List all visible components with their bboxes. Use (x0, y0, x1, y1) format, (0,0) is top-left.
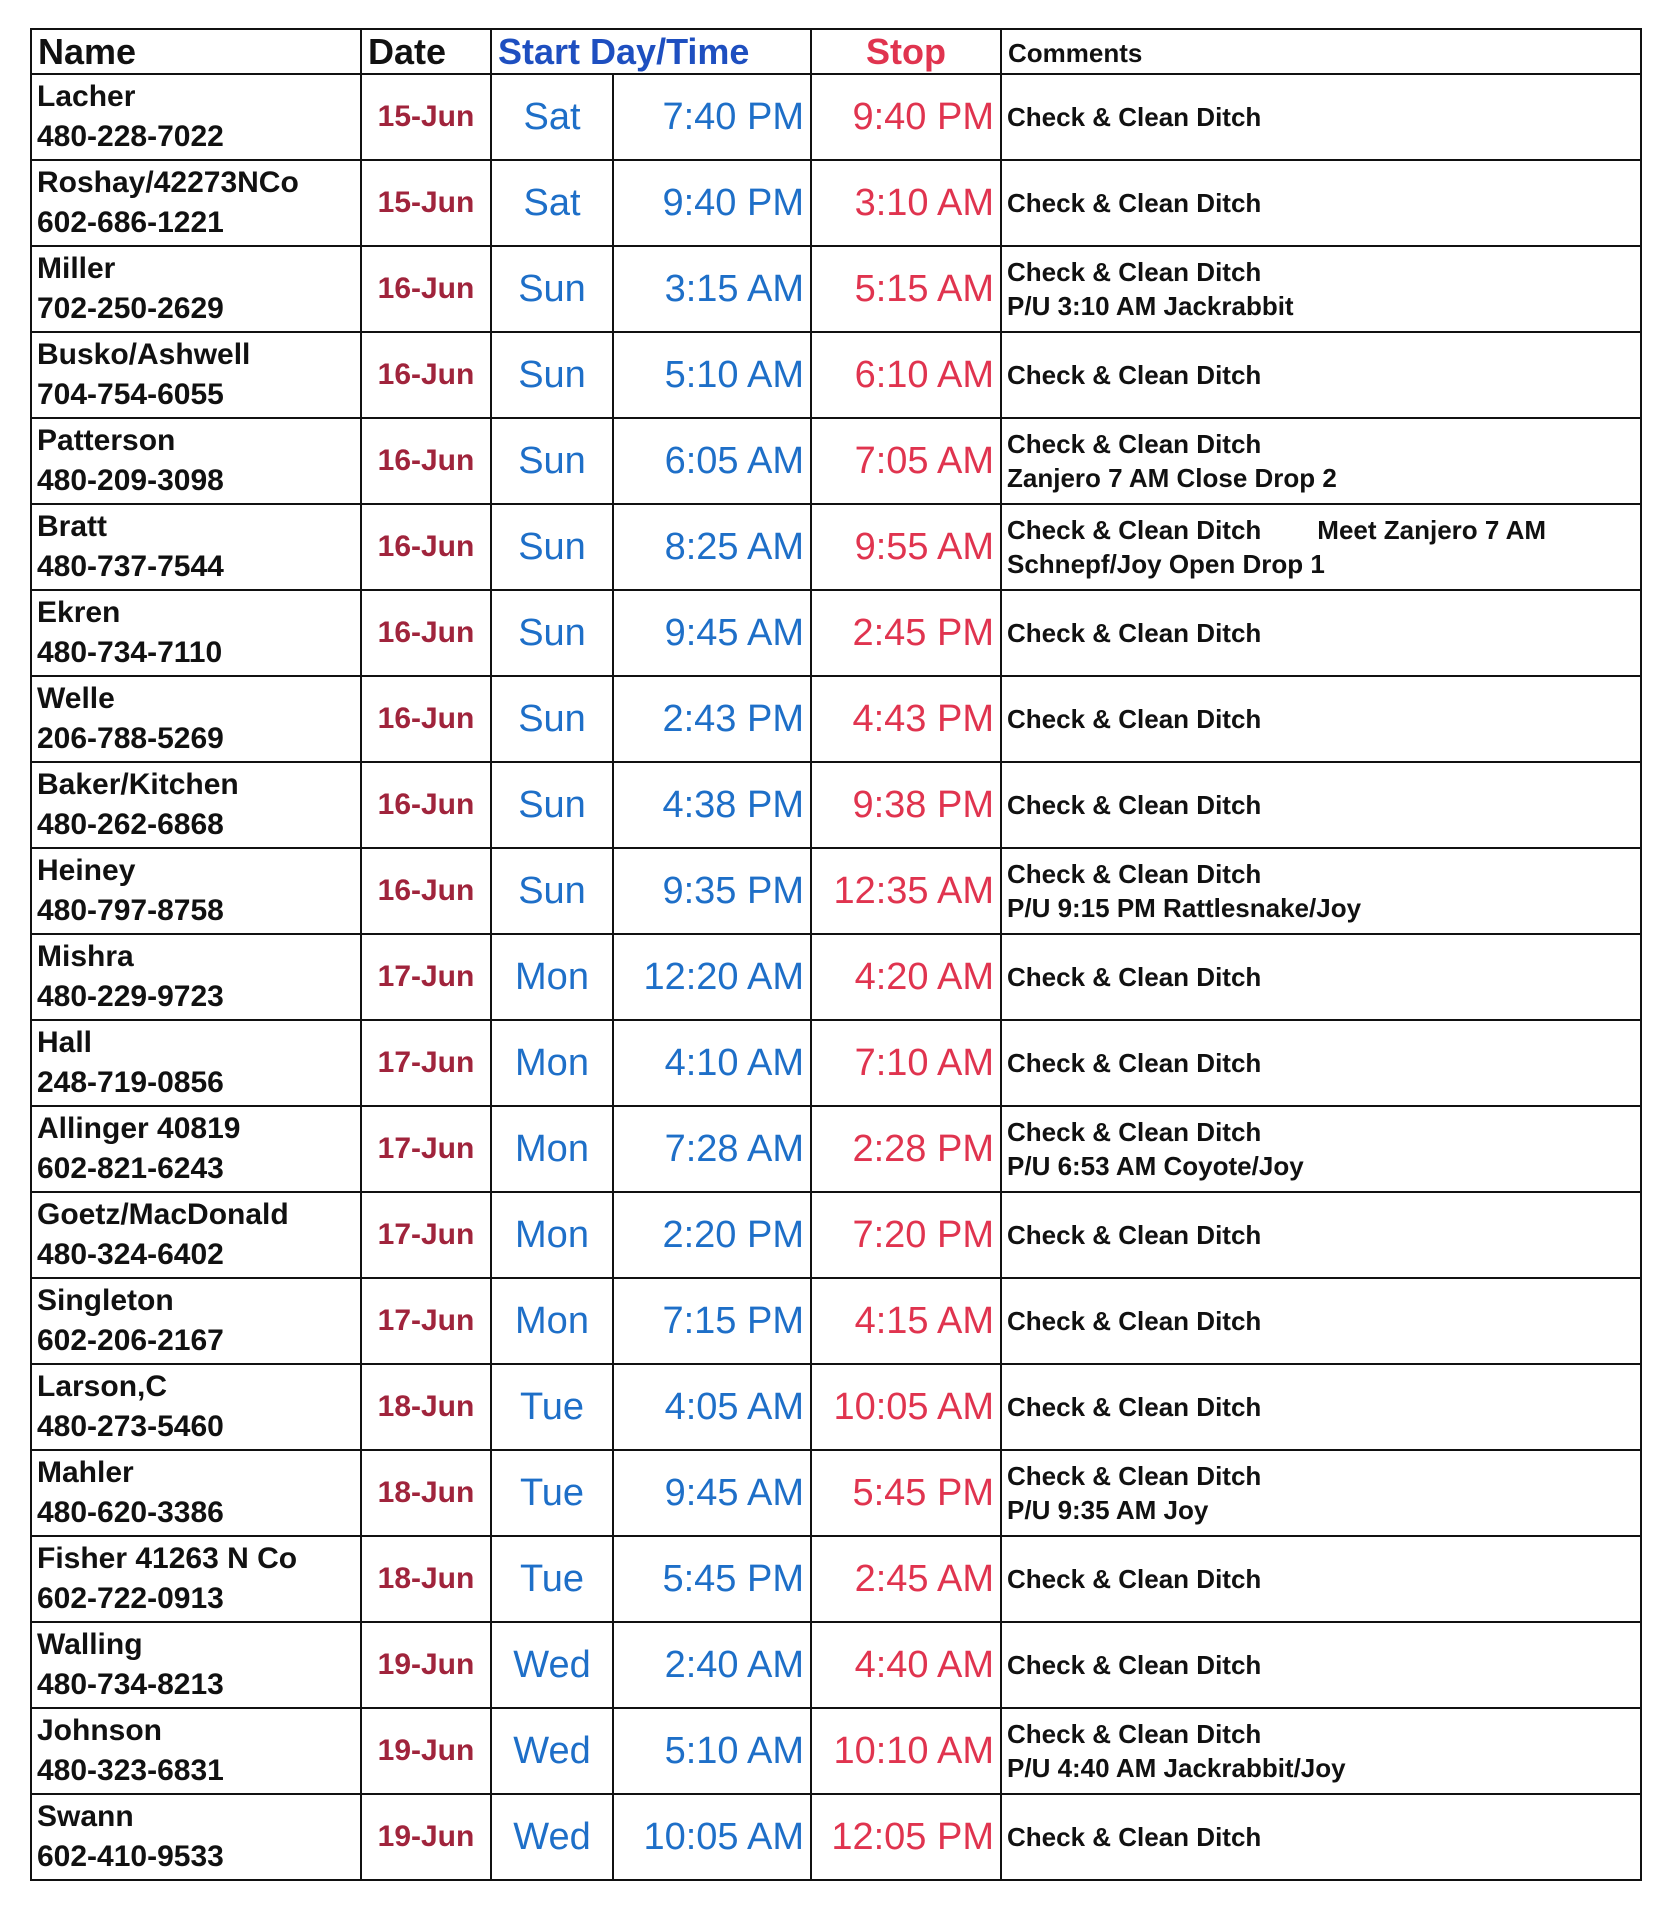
date-cell: 19-Jun (361, 1708, 491, 1794)
start-time-cell: 7:28 AM (613, 1106, 811, 1192)
name-cell (31, 1536, 361, 1622)
resident-phone: 480-734-7110 (37, 636, 223, 669)
start-day-cell: Mon (491, 1020, 613, 1106)
comments-cell (1001, 1106, 1641, 1192)
name-cell (31, 1106, 361, 1192)
comment-line-1: Check & Clean Ditch (1007, 102, 1262, 132)
resident-phone: 480-209-3098 (37, 464, 224, 497)
comment-line-1: Check & Clean Ditch (1007, 360, 1262, 390)
stop-time-cell: 10:05 AM (811, 1364, 1001, 1450)
stop-time-cell: 9:38 PM (811, 762, 1001, 848)
comment-line-1: Check & Clean Ditch (1007, 1461, 1262, 1491)
date-cell: 16-Jun (361, 246, 491, 332)
comment-line-2: Schnepf/Joy Open Drop 1 (1007, 549, 1325, 579)
resident-name: Ekren (37, 596, 121, 629)
resident-phone: 602-206-2167 (37, 1324, 224, 1357)
resident-phone: 206-788-5269 (37, 722, 224, 755)
date-cell: 17-Jun (361, 1278, 491, 1364)
resident-phone: 480-620-3386 (37, 1496, 224, 1529)
stop-time-cell: 12:35 AM (811, 848, 1001, 934)
comment-line-2: P/U 6:53 AM Coyote/Joy (1007, 1151, 1304, 1181)
resident-phone: 602-722-0913 (37, 1582, 224, 1615)
resident-name: Allinger 40819 (37, 1112, 241, 1145)
resident-phone: 704-754-6055 (37, 378, 224, 411)
comment-line-1: Check & Clean Ditch (1007, 429, 1262, 459)
comment-line-1: Check & Clean Ditch (1007, 859, 1262, 889)
table-row (31, 1708, 1641, 1794)
table-row (31, 418, 1641, 504)
comment-line-1: Check & Clean Ditch (1007, 618, 1262, 648)
name-cell (31, 1020, 361, 1106)
resident-phone: 248-719-0856 (37, 1066, 224, 1099)
resident-phone: 480-734-8213 (37, 1668, 224, 1701)
name-cell (31, 504, 361, 590)
comment-line-1: Check & Clean Ditch Meet Zanjero 7 AM (1007, 515, 1547, 545)
comments-cell (1001, 1192, 1641, 1278)
resident-name: Bratt (37, 510, 108, 543)
comment-line-2: Zanjero 7 AM Close Drop 2 (1007, 463, 1337, 493)
table-row (31, 1536, 1641, 1622)
table-row (31, 332, 1641, 418)
resident-name: Roshay/42273NCo (37, 166, 299, 199)
resident-name: Singleton (37, 1284, 174, 1317)
start-time-cell: 10:05 AM (613, 1794, 811, 1880)
resident-name: Heiney (37, 854, 136, 887)
name-cell (31, 1708, 361, 1794)
start-time-cell: 9:45 AM (613, 1450, 811, 1536)
resident-name: Fisher 41263 N Co (37, 1542, 298, 1575)
comments-cell (1001, 1278, 1641, 1364)
table-row (31, 1192, 1641, 1278)
date-cell: 16-Jun (361, 418, 491, 504)
name-cell (31, 1278, 361, 1364)
table-row (31, 504, 1641, 590)
stop-time-cell: 7:20 PM (811, 1192, 1001, 1278)
comments-cell (1001, 848, 1641, 934)
resident-name: Baker/Kitchen (37, 768, 239, 801)
resident-phone: 702-250-2629 (37, 292, 224, 325)
resident-name: Busko/Ashwell (37, 338, 251, 371)
name-cell (31, 1192, 361, 1278)
start-time-cell: 5:45 PM (613, 1536, 811, 1622)
stop-time-cell: 5:15 AM (811, 246, 1001, 332)
stop-time-cell: 5:45 PM (811, 1450, 1001, 1536)
comments-cell (1001, 246, 1641, 332)
comments-cell (1001, 762, 1641, 848)
date-cell: 18-Jun (361, 1364, 491, 1450)
name-cell (31, 332, 361, 418)
start-time-cell: 9:45 AM (613, 590, 811, 676)
stop-time-cell: 4:20 AM (811, 934, 1001, 1020)
date-cell: 17-Jun (361, 1192, 491, 1278)
start-time-cell: 2:40 AM (613, 1622, 811, 1708)
resident-phone: 480-262-6868 (37, 808, 224, 841)
name-cell (31, 934, 361, 1020)
start-day-cell: Tue (491, 1536, 613, 1622)
start-day-cell: Mon (491, 934, 613, 1020)
comments-cell (1001, 332, 1641, 418)
start-day-cell: Sun (491, 418, 613, 504)
comments-cell (1001, 934, 1641, 1020)
start-time-cell: 8:25 AM (613, 504, 811, 590)
name-cell (31, 160, 361, 246)
start-day-cell: Tue (491, 1364, 613, 1450)
table-row (31, 1106, 1641, 1192)
date-cell: 16-Jun (361, 676, 491, 762)
stop-time-cell: 2:45 AM (811, 1536, 1001, 1622)
resident-name: Welle (37, 682, 115, 715)
resident-name: Swann (37, 1800, 134, 1833)
start-day-cell: Sun (491, 848, 613, 934)
table-row (31, 762, 1641, 848)
date-cell: 19-Jun (361, 1622, 491, 1708)
comment-extra: Meet Zanjero 7 AM (1317, 515, 1547, 545)
name-cell (31, 848, 361, 934)
comment-line-2: P/U 9:15 PM Rattlesnake/Joy (1007, 893, 1362, 923)
start-day-cell: Sun (491, 590, 613, 676)
start-day-cell: Wed (491, 1708, 613, 1794)
start-day-cell: Wed (491, 1794, 613, 1880)
comment-line-1: Check & Clean Ditch (1007, 1048, 1262, 1078)
comments-cell (1001, 1020, 1641, 1106)
stop-time-cell: 2:28 PM (811, 1106, 1001, 1192)
start-day-cell: Mon (491, 1106, 613, 1192)
start-time-cell: 5:10 AM (613, 332, 811, 418)
comment-line-1: Check & Clean Ditch (1007, 962, 1262, 992)
table-row (31, 160, 1641, 246)
header-stop: Stop (811, 29, 1001, 74)
start-time-cell: 9:40 PM (613, 160, 811, 246)
resident-name: Patterson (37, 424, 176, 457)
stop-time-cell: 3:10 AM (811, 160, 1001, 246)
resident-name: Mahler (37, 1456, 134, 1489)
comment-line-1: Check & Clean Ditch (1007, 1306, 1262, 1336)
comment-line-1: Check & Clean Ditch (1007, 1822, 1262, 1852)
name-cell (31, 762, 361, 848)
start-time-cell: 7:40 PM (613, 74, 811, 160)
comment-line-2: P/U 4:40 AM Jackrabbit/Joy (1007, 1753, 1346, 1783)
stop-time-cell: 7:10 AM (811, 1020, 1001, 1106)
start-day-cell: Sat (491, 160, 613, 246)
table-row (31, 1364, 1641, 1450)
start-time-cell: 2:43 PM (613, 676, 811, 762)
header-date: Date (361, 29, 491, 74)
start-time-cell: 6:05 AM (613, 418, 811, 504)
stop-time-cell: 9:40 PM (811, 74, 1001, 160)
stop-time-cell: 12:05 PM (811, 1794, 1001, 1880)
comment-line-1: Check & Clean Ditch (1007, 1564, 1262, 1594)
comments-cell (1001, 1364, 1641, 1450)
resident-phone: 480-797-8758 (37, 894, 224, 927)
name-cell (31, 1364, 361, 1450)
comments-cell (1001, 504, 1641, 590)
start-day-cell: Sat (491, 74, 613, 160)
comment-line-2: P/U 9:35 AM Joy (1007, 1495, 1209, 1525)
table-row (31, 74, 1641, 160)
header-start-day-time: Start Day/Time (491, 29, 811, 74)
date-cell: 18-Jun (361, 1536, 491, 1622)
resident-name: Miller (37, 252, 116, 285)
date-cell: 19-Jun (361, 1794, 491, 1880)
header-row (31, 29, 1641, 74)
start-time-cell: 3:15 AM (613, 246, 811, 332)
comments-cell (1001, 590, 1641, 676)
table-row (31, 1794, 1641, 1880)
stop-time-cell: 4:40 AM (811, 1622, 1001, 1708)
start-time-cell: 5:10 AM (613, 1708, 811, 1794)
comments-cell (1001, 160, 1641, 246)
start-day-cell: Sun (491, 762, 613, 848)
resident-phone: 480-324-6402 (37, 1238, 224, 1271)
start-day-cell: Mon (491, 1278, 613, 1364)
comments-cell (1001, 676, 1641, 762)
name-cell (31, 418, 361, 504)
name-cell (31, 74, 361, 160)
date-cell: 17-Jun (361, 934, 491, 1020)
start-time-cell: 4:10 AM (613, 1020, 811, 1106)
resident-phone: 602-686-1221 (37, 206, 224, 239)
resident-name: Hall (37, 1026, 93, 1059)
comment-line-1: Check & Clean Ditch (1007, 1220, 1262, 1250)
stop-time-cell: 2:45 PM (811, 590, 1001, 676)
start-time-cell: 7:15 PM (613, 1278, 811, 1364)
comment-line-1: Check & Clean Ditch (1007, 188, 1262, 218)
table-row (31, 1622, 1641, 1708)
name-cell (31, 676, 361, 762)
resident-phone: 480-323-6831 (37, 1754, 224, 1787)
table-row (31, 1450, 1641, 1536)
stop-time-cell: 6:10 AM (811, 332, 1001, 418)
date-cell: 18-Jun (361, 1450, 491, 1536)
start-day-cell: Tue (491, 1450, 613, 1536)
stop-time-cell: 4:43 PM (811, 676, 1001, 762)
table-row (31, 676, 1641, 762)
resident-phone: 480-228-7022 (37, 120, 224, 153)
stop-time-cell: 10:10 AM (811, 1708, 1001, 1794)
comments-cell (1001, 418, 1641, 504)
table-row (31, 848, 1641, 934)
comments-cell (1001, 1794, 1641, 1880)
table-row (31, 246, 1641, 332)
comments-cell (1001, 1450, 1641, 1536)
start-day-cell: Mon (491, 1192, 613, 1278)
resident-phone: 602-821-6243 (37, 1152, 224, 1185)
resident-phone: 480-737-7544 (37, 550, 224, 583)
name-cell (31, 1622, 361, 1708)
resident-name: Larson,C (37, 1370, 168, 1403)
start-time-cell: 4:05 AM (613, 1364, 811, 1450)
resident-name: Johnson (37, 1714, 162, 1747)
start-day-cell: Sun (491, 246, 613, 332)
date-cell: 16-Jun (361, 590, 491, 676)
date-cell: 16-Jun (361, 504, 491, 590)
start-day-cell: Sun (491, 504, 613, 590)
start-day-cell: Wed (491, 1622, 613, 1708)
header-name: Name (31, 29, 361, 74)
resident-phone: 480-229-9723 (37, 980, 224, 1013)
start-day-cell: Sun (491, 676, 613, 762)
date-cell: 16-Jun (361, 848, 491, 934)
resident-name: Mishra (37, 940, 134, 973)
schedule-table (30, 28, 1642, 1881)
header-comments: Comments (1001, 29, 1641, 74)
comment-line-1: Check & Clean Ditch (1007, 257, 1262, 287)
start-time-cell: 12:20 AM (613, 934, 811, 1020)
start-time-cell: 9:35 PM (613, 848, 811, 934)
resident-name: Lacher (37, 80, 136, 113)
resident-phone: 602-410-9533 (37, 1840, 224, 1873)
stop-time-cell: 4:15 AM (811, 1278, 1001, 1364)
table-row (31, 1278, 1641, 1364)
irrigation-schedule-sheet (30, 28, 1640, 1881)
date-cell: 15-Jun (361, 160, 491, 246)
start-time-cell: 2:20 PM (613, 1192, 811, 1278)
comment-line-1: Check & Clean Ditch (1007, 1719, 1262, 1749)
date-cell: 17-Jun (361, 1106, 491, 1192)
resident-phone: 480-273-5460 (37, 1410, 224, 1443)
resident-name: Goetz/MacDonald (37, 1198, 289, 1231)
stop-time-cell: 9:55 AM (811, 504, 1001, 590)
comment-line-1: Check & Clean Ditch (1007, 1117, 1262, 1147)
schedule-rows (31, 74, 1641, 1880)
comments-cell (1001, 1536, 1641, 1622)
start-time-cell: 4:38 PM (613, 762, 811, 848)
table-row (31, 1020, 1641, 1106)
comment-line-1: Check & Clean Ditch (1007, 790, 1262, 820)
resident-name: Walling (37, 1628, 143, 1661)
comment-line-1: Check & Clean Ditch (1007, 704, 1262, 734)
comments-cell (1001, 74, 1641, 160)
date-cell: 17-Jun (361, 1020, 491, 1106)
name-cell (31, 1794, 361, 1880)
table-row (31, 934, 1641, 1020)
comment-line-1: Check & Clean Ditch (1007, 1650, 1262, 1680)
name-cell (31, 246, 361, 332)
name-cell (31, 1450, 361, 1536)
table-row (31, 590, 1641, 676)
date-cell: 16-Jun (361, 332, 491, 418)
name-cell (31, 590, 361, 676)
comments-cell (1001, 1622, 1641, 1708)
comment-line-1: Check & Clean Ditch (1007, 1392, 1262, 1422)
stop-time-cell: 7:05 AM (811, 418, 1001, 504)
date-cell: 16-Jun (361, 762, 491, 848)
comments-cell (1001, 1708, 1641, 1794)
date-cell: 15-Jun (361, 74, 491, 160)
comment-line-2: P/U 3:10 AM Jackrabbit (1007, 291, 1294, 321)
start-day-cell: Sun (491, 332, 613, 418)
